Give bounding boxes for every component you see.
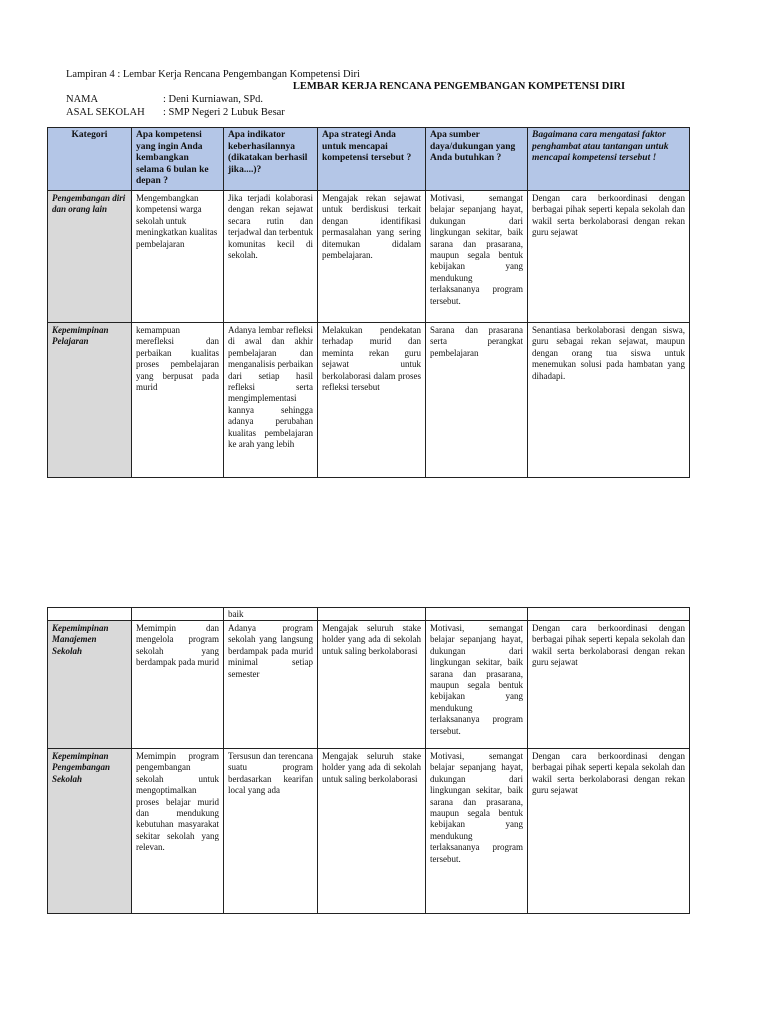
col-kompetensi-header: Apa kompetensi yang ingin Anda kembangkan selama 6 bulan ke depan ? bbox=[132, 128, 224, 191]
empty-cell bbox=[528, 608, 690, 621]
row-kategori-cell: Kepemimpinan Manajemen Sekolah bbox=[48, 621, 132, 749]
row-indikator-cell: Jika terjadi kolaborasi dengan rekan sejawat secara rutin dan terjadwal dan terbentuk komunitas kecil di sekolah. bbox=[224, 190, 318, 322]
row-sumber-cell: Motivasi, semangat belajar sepanjang hayat, dukungan dari lingkungan sekitar, baik sarana dan prasarana, maupun segala bentuk kebijakan yang mendukung terlaksananya program tersebut. bbox=[426, 190, 528, 322]
row-sumber-cell: Motivasi, semangat belajar sepanjang hayat, dukungan dari lingkungan sekitar, baik sarana dan prasarana, maupun segala bentuk kebijakan yang mendukung terlaksananya program tersebut. bbox=[426, 621, 528, 749]
row-sumber-cell: Sarana dan prasarana serta perangkat pembelajaran bbox=[426, 322, 528, 477]
row-indikator-cell: Adanya program sekolah yang langsung berdampak pada murid minimal setiap semester bbox=[224, 621, 318, 749]
row-kategori-cell: Kepemimpinan Pelajaran bbox=[48, 322, 132, 477]
nama-label: NAMA bbox=[66, 94, 99, 105]
empty-cell bbox=[48, 608, 132, 621]
col-cara-header: Bagaimana cara mengatasi faktor penghambat atau tantangan untuk mencapai kompetensi tersebut ! bbox=[528, 128, 690, 191]
row-strategi-cell: Melakukan pendekatan terhadap murid dan meminta rekan guru sejawat untuk berkolaborasi dalam proses refleksi tersebut bbox=[318, 322, 426, 477]
row-indikator-cell bbox=[224, 322, 318, 477]
row-cara-cell: Dengan cara berkoordinasi dengan berbagai pihak seperti kepala sekolah dan wakil serta berkolaborasi dengan rekan guru sejawat bbox=[528, 749, 690, 914]
indikator-text: Adanya lembar refleksi di awal dan akhir pembelajaran dan menganalisis perbaikan dari setiap hasil refleksi serta mengimplementasi kannya sehingga adanya perubahan kualitas pembelajaran ke arah yang lebih bbox=[228, 324, 313, 450]
row-kompetensi-cell: Mengembangkan kompetensi warga sekolah untuk meningkatkan kualitas pembelajaran bbox=[132, 190, 224, 322]
nama-value: : Deni Kurniawan, SPd. bbox=[163, 94, 264, 105]
row-kompetensi-cell: Memimpin program pengembangan sekolah untuk mengoptimalkan proses belajar murid dan mendukung kebutuhan masyarakat sekitar sekolah yang relevan. bbox=[132, 749, 224, 914]
col-sumber-header: Apa sumber daya/dukungan yang Anda butuhkan ? bbox=[426, 128, 528, 191]
col-strategi-header: Apa strategi Anda untuk mencapai kompetensi tersebut ? bbox=[318, 128, 426, 191]
empty-cell bbox=[426, 608, 528, 621]
document-caption: Lampiran 4 : Lembar Kerja Rencana Pengembangan Kompetensi Diri bbox=[66, 69, 360, 80]
empty-cell bbox=[132, 608, 224, 621]
row-strategi-cell: Mengajak seluruh stake holder yang ada di sekolah untuk saling berkolaborasi bbox=[318, 749, 426, 914]
row-kategori-cell: Pengembangan diri dan orang lain bbox=[48, 190, 132, 322]
row-strategi-cell: Mengajak rekan sejawat untuk berdiskusi terkait dengan identifikasi permasalahan yang sering ditemukan didalam pembelajaran. bbox=[318, 190, 426, 322]
row-cara-cell: Senantiasa berkolaborasi dengan siswa, guru sebagai rekan sejawat, maupun dengan orang tua siswa untuk menemukan solusi pada hambatan yang dihadapi. bbox=[528, 322, 690, 477]
table-row bbox=[48, 621, 690, 749]
table-row bbox=[48, 322, 690, 477]
empty-cell bbox=[318, 608, 426, 621]
asal-sekolah-label: ASAL SEKOLAH bbox=[66, 107, 145, 118]
row-sumber-cell: Motivasi, semangat belajar sepanjang hayat, dukungan dari lingkungan sekitar, baik sarana dan prasarana, maupun segala bentuk kebijakan yang mendukung terlaksananya program tersebut. bbox=[426, 749, 528, 914]
col-indikator-header: Apa indikator keberhasilannya (dikatakan berhasil jika....)? bbox=[224, 128, 318, 191]
row-indikator-cell: Tersusun dan terencana suatu program berdasarkan kearifan local yang ada bbox=[224, 749, 318, 914]
table-row bbox=[48, 190, 690, 322]
table-row bbox=[48, 749, 690, 914]
row-cara-cell: Dengan cara berkoordinasi dengan berbagai pihak seperti kepala sekolah dan wakil serta berkolaborasi dengan rekan guru sejawat bbox=[528, 621, 690, 749]
row-strategi-cell: Mengajak seluruh stake holder yang ada di sekolah untuk saling berkolaborasi bbox=[318, 621, 426, 749]
asal-sekolah-value: : SMP Negeri 2 Lubuk Besar bbox=[163, 107, 285, 118]
continuation-cell: baik bbox=[224, 608, 318, 621]
document-title: LEMBAR KERJA RENCANA PENGEMBANGAN KOMPETENSI DIRI bbox=[292, 81, 626, 92]
table-header-row bbox=[48, 128, 690, 191]
plan-table-part-2 bbox=[47, 607, 690, 914]
row-cara-cell: Dengan cara berkoordinasi dengan berbagai pihak seperti kepala sekolah dan wakil serta berkolaborasi dengan rekan guru sejawat bbox=[528, 190, 690, 322]
plan-table-part-1 bbox=[47, 127, 690, 478]
row-kategori-cell: Kepemimpinan Pengembangan Sekolah bbox=[48, 749, 132, 914]
row-kompetensi-cell: kemampuan merefleksi dan perbaikan kualitas proses pembelajaran yang berpusat pada murid bbox=[132, 322, 224, 477]
col-kategori-header: Kategori bbox=[48, 128, 132, 191]
continuation-row bbox=[48, 608, 690, 621]
row-kompetensi-cell: Memimpin dan mengelola program sekolah yang berdampak pada murid bbox=[132, 621, 224, 749]
